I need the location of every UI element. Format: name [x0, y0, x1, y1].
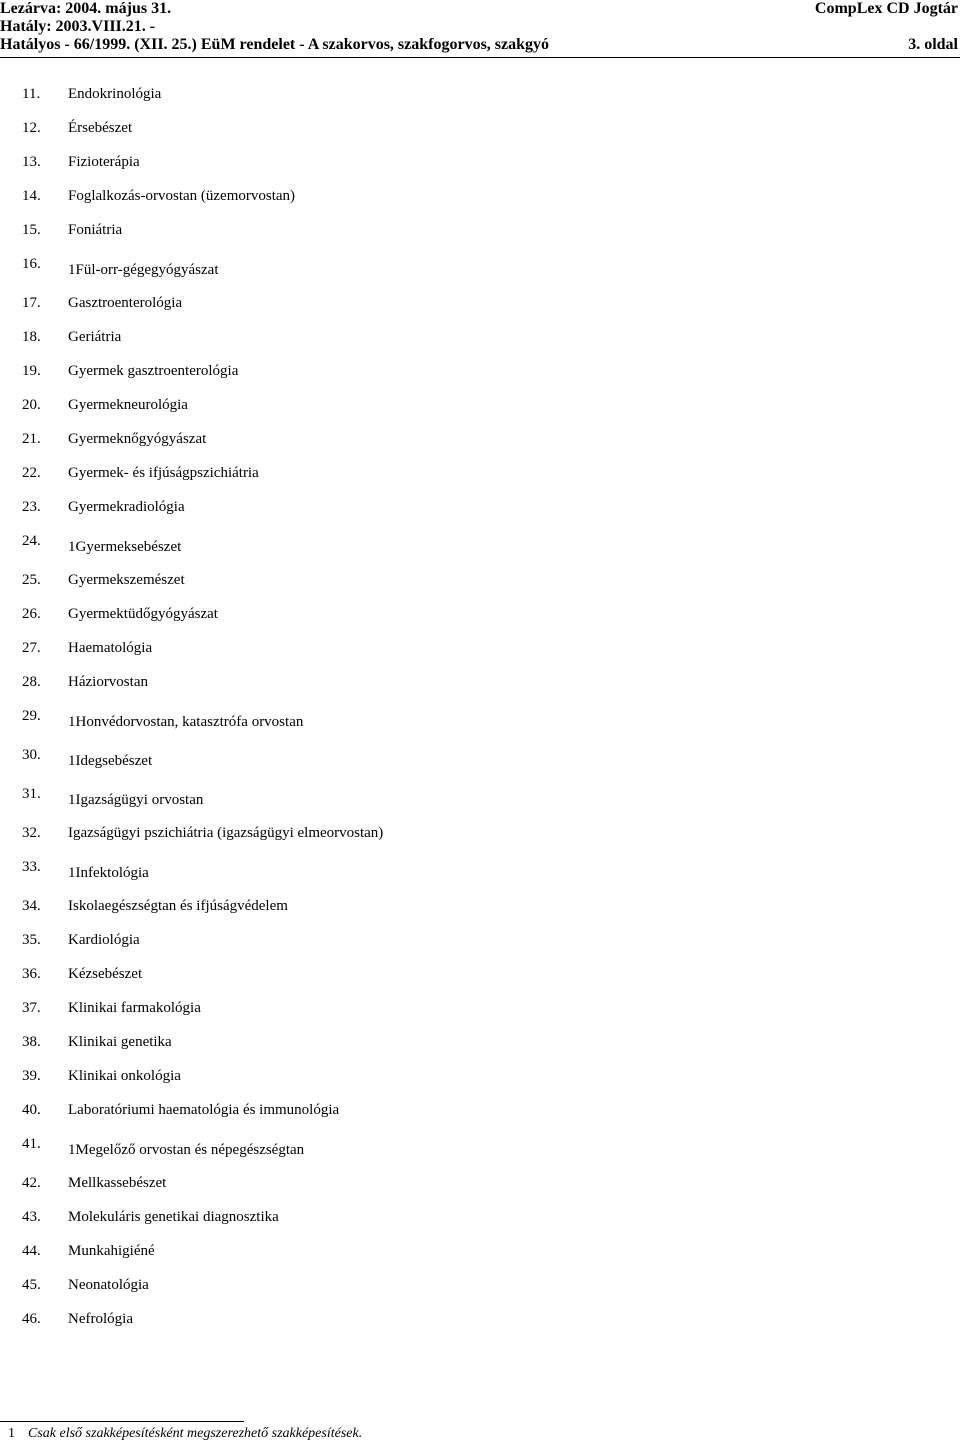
- specialty-name: Kardiológia: [68, 932, 140, 948]
- item-text: [68, 1141, 304, 1159]
- specialty-name: Neonatológia: [68, 1277, 149, 1293]
- item-text: [68, 824, 383, 842]
- specialty-name: Klinikai genetika: [68, 1034, 172, 1050]
- footnote-reference: 1: [68, 539, 76, 555]
- footnote-reference: 1: [68, 753, 76, 769]
- item-number: 19.: [22, 363, 41, 379]
- specialty-name: Háziorvostan: [68, 674, 148, 690]
- list-item: [0, 605, 960, 639]
- list-item: [0, 673, 960, 707]
- list-item: [0, 1310, 960, 1344]
- list-item: [0, 430, 960, 464]
- item-number: 15.: [22, 222, 41, 238]
- footnote-marker: 1: [8, 1426, 15, 1441]
- specialty-name: Laboratóriumi haematológia és immunológia: [68, 1102, 340, 1118]
- footnote-reference: 1: [68, 262, 76, 278]
- list-item: [0, 1135, 960, 1174]
- item-number: 33.: [22, 859, 41, 875]
- header-divider: [0, 57, 960, 58]
- footnote-reference: 1: [68, 792, 76, 808]
- list-item: [0, 1174, 960, 1208]
- list-item: [0, 1101, 960, 1135]
- closing-date: Lezárva: 2004. május 31.: [0, 0, 172, 17]
- specialty-name: Idegsebészet: [75, 753, 153, 769]
- item-text: [68, 791, 203, 809]
- item-number: 13.: [22, 154, 41, 170]
- item-number: 37.: [22, 1000, 41, 1016]
- item-text: [68, 1310, 133, 1328]
- item-text: [68, 498, 185, 516]
- item-text: [68, 897, 288, 915]
- item-text: [68, 294, 182, 312]
- item-text: [68, 538, 181, 556]
- item-number: 28.: [22, 674, 41, 690]
- item-number: 17.: [22, 295, 41, 311]
- item-text: [68, 396, 188, 414]
- item-number: 21.: [22, 431, 41, 447]
- item-text: [68, 752, 152, 770]
- list-item: [0, 931, 960, 965]
- item-number: 39.: [22, 1068, 41, 1084]
- specialty-name: Foglalkozás-orvostan (üzemorvostan): [68, 188, 296, 204]
- list-item: [0, 396, 960, 430]
- item-number: 41.: [22, 1136, 41, 1152]
- specialty-name: Gyermek- és ifjúságpszichiátria: [68, 465, 259, 481]
- list-item: [0, 897, 960, 931]
- list-item: [0, 153, 960, 187]
- item-text: [68, 85, 161, 103]
- specialty-name: Mellkassebészet: [68, 1175, 167, 1191]
- specialty-list: [0, 85, 960, 1344]
- specialty-name: Honvédorvostan, katasztrófa orvostan: [75, 714, 304, 730]
- item-number: 11.: [22, 86, 41, 102]
- specialty-name: Érsebészet: [68, 120, 133, 136]
- effective-date: Hatály: 2003.VIII.21. -: [0, 18, 156, 35]
- item-text: [68, 673, 148, 691]
- item-text: [68, 1101, 339, 1119]
- item-text: [68, 605, 218, 623]
- specialty-name: Gyermekszemészet: [68, 572, 185, 588]
- item-text: [68, 362, 238, 380]
- item-number: 45.: [22, 1277, 41, 1293]
- specialty-name: Gyermeknőgyógyászat: [68, 431, 207, 447]
- item-number: 27.: [22, 640, 41, 656]
- item-number: 43.: [22, 1209, 41, 1225]
- list-item: [0, 119, 960, 153]
- item-number: 18.: [22, 329, 41, 345]
- specialty-name: Fül-orr-gégegyógyászat: [75, 262, 219, 278]
- item-number: 46.: [22, 1311, 41, 1327]
- footnote-text: Csak első szakképesítésként megszerezhető szakképesítések.: [28, 1426, 363, 1441]
- item-text: [68, 430, 206, 448]
- item-number: 40.: [22, 1102, 41, 1118]
- item-number: 30.: [22, 747, 41, 763]
- specialty-name: Igazságügyi pszichiátria (igazságügyi elmeorvostan): [68, 825, 384, 841]
- item-text: [68, 221, 122, 239]
- item-number: 12.: [22, 120, 41, 136]
- specialty-name: Megelőző orvostan és népegészségtan: [75, 1142, 305, 1158]
- item-number: 44.: [22, 1243, 41, 1259]
- specialty-name: Gyermekradiológia: [68, 499, 185, 515]
- item-text: [68, 464, 259, 482]
- specialty-name: Klinikai onkológia: [68, 1068, 181, 1084]
- list-item: [0, 1208, 960, 1242]
- specialty-name: Iskolaegészségtan és ifjúságvédelem: [68, 898, 288, 914]
- list-item: [0, 1067, 960, 1101]
- list-item: [0, 965, 960, 999]
- list-item: [0, 221, 960, 255]
- item-number: 20.: [22, 397, 41, 413]
- item-number: 36.: [22, 966, 41, 982]
- item-text: [68, 1242, 155, 1260]
- list-item: [0, 571, 960, 605]
- list-item: [0, 85, 960, 119]
- list-item: [0, 1033, 960, 1067]
- item-text: [68, 571, 185, 589]
- item-number: 16.: [22, 256, 41, 272]
- item-text: [68, 931, 140, 949]
- specialty-name: Gyermekneurológia: [68, 397, 188, 413]
- item-number: 29.: [22, 708, 41, 724]
- page-number: 3. oldal: [908, 36, 958, 53]
- item-number: 24.: [22, 533, 41, 549]
- item-text: [68, 1067, 181, 1085]
- list-item: [0, 824, 960, 858]
- item-text: [68, 1208, 279, 1226]
- item-number: 34.: [22, 898, 41, 914]
- footnote-reference: 1: [68, 1142, 76, 1158]
- list-item: [0, 999, 960, 1033]
- item-text: [68, 119, 132, 137]
- item-text: [68, 153, 140, 171]
- specialty-name: Gyermek gasztroenterológia: [68, 363, 239, 379]
- item-number: 32.: [22, 825, 41, 841]
- specialty-name: Munkahigiéné: [68, 1243, 155, 1259]
- page-header: [0, 0, 960, 58]
- list-item: [0, 362, 960, 396]
- list-item: [0, 785, 960, 824]
- item-text: [68, 1174, 166, 1192]
- item-number: 26.: [22, 606, 41, 622]
- footnote-divider: [0, 1421, 244, 1422]
- specialty-name: Endokrinológia: [68, 86, 162, 102]
- specialty-name: Haematológia: [68, 640, 153, 656]
- list-item: [0, 532, 960, 571]
- item-text: [68, 1033, 172, 1051]
- item-text: [68, 999, 201, 1017]
- specialty-name: Infektológia: [75, 865, 149, 881]
- item-text: [68, 639, 152, 657]
- specialty-name: Gasztroenterológia: [68, 295, 183, 311]
- specialty-name: Kézsebészet: [68, 966, 143, 982]
- list-item: [0, 707, 960, 746]
- specialty-name: Gyermektüdőgyógyászat: [68, 606, 218, 622]
- item-number: 35.: [22, 932, 41, 948]
- footnote-reference: 1: [68, 714, 76, 730]
- item-text: [68, 864, 149, 882]
- document-title: Hatályos - 66/1999. (XII. 25.) EüM rendelet - A szakorvos, szakfogorvos, szakgyó: [0, 36, 550, 53]
- specialty-name: Fizioterápia: [68, 154, 140, 170]
- item-number: 22.: [22, 465, 41, 481]
- specialty-name: Geriátria: [68, 329, 122, 345]
- item-number: 25.: [22, 572, 41, 588]
- product-name: CompLex CD Jogtár: [814, 0, 958, 17]
- list-item: [0, 1276, 960, 1310]
- item-text: [68, 1276, 149, 1294]
- item-text: [68, 328, 121, 346]
- specialty-name: Klinikai farmakológia: [68, 1000, 201, 1016]
- footnote-reference: 1: [68, 865, 76, 881]
- item-text: [68, 713, 303, 731]
- item-number: 14.: [22, 188, 41, 204]
- specialty-name: Foniátria: [68, 222, 123, 238]
- item-number: 31.: [22, 786, 41, 802]
- item-text: [68, 965, 142, 983]
- list-item: [0, 1242, 960, 1276]
- list-item: [0, 639, 960, 673]
- specialty-name: Nefrológia: [68, 1311, 133, 1327]
- list-item: [0, 746, 960, 785]
- item-number: 38.: [22, 1034, 41, 1050]
- list-item: [0, 328, 960, 362]
- list-item: [0, 858, 960, 897]
- list-item: [0, 464, 960, 498]
- item-text: [68, 187, 295, 205]
- item-number: 23.: [22, 499, 41, 515]
- list-item: [0, 498, 960, 532]
- list-item: [0, 294, 960, 328]
- specialty-name: Igazságügyi orvostan: [75, 792, 204, 808]
- list-item: [0, 255, 960, 294]
- item-number: 42.: [22, 1175, 41, 1191]
- item-text: [68, 261, 218, 279]
- list-item: [0, 187, 960, 221]
- specialty-name: Molekuláris genetikai diagnosztika: [68, 1209, 279, 1225]
- specialty-name: Gyermeksebészet: [75, 539, 182, 555]
